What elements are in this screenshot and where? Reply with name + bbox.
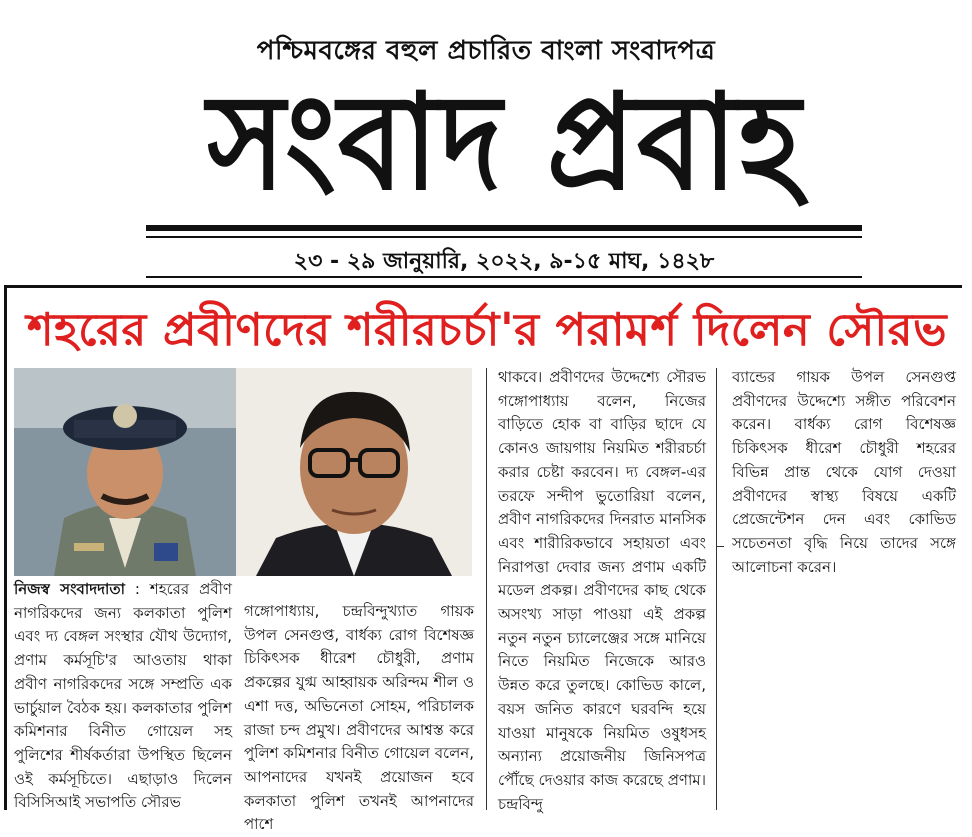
article-frame-top xyxy=(4,285,962,288)
column-corner-rule xyxy=(716,546,724,547)
column-divider xyxy=(716,368,717,810)
column-divider xyxy=(486,368,487,810)
masthead-tagline: পশ্চিমবঙ্গের বহুল প্রচারিত বাংলা সংবাদপত্র xyxy=(256,36,716,66)
photo-police-commissioner xyxy=(14,368,236,576)
photo-sourav-ganguly xyxy=(236,368,472,576)
masthead-title: সংবাদ প্রবাহ xyxy=(207,64,803,220)
issue-date-line: ২৩ - ২৯ জানুয়ারি, ২০২২, ৯-১৫ মাঘ, ১৪২৮ xyxy=(293,249,715,274)
article-headline: শহরের প্রবীণদের শরীরচর্চা'র পরামর্শ দিলেন সৌরভ xyxy=(26,303,948,356)
column-1-text: : শহরের প্রবীণ নাগরিকদের জন্য কলকাতা পুলিশ এবং দ্য বেঙ্গল সংস্থার যৌথ উদ্যোগ, প্রণাম কর্মসূচি'র আওতায় থাকা প্রবীণ নাগরিকদের সঙ্গে সম্প্রতি এক ভার্চুয়াল বৈঠক হয়। কলকাতার পুলিশ কমিশনার বিনীত গোয়েল সহ পুলিশের শীর্ষকর্তারা উপস্থিত ছিলেন ওই কর্মসূচিতে। এছাড়াও দিলেন বিসিসিআই সভাপতি সৌরভ xyxy=(14,580,233,812)
date-rule xyxy=(146,276,862,278)
column-3-text: থাকবে। প্রবীণদের উদ্দেশ্যে সৌরভ গঙ্গোপাধ্যায় বলেন, নিজের বাড়িতে হোক বা বাড়ির ছাদে যে কোনও জায়গায় নিয়মিত শরীরচর্চা করার চেষ্টা করবেন। দ্য বেঙ্গল-এর তরফে সন্দীপ ভুতোরিয়া বলেন, প্রবীণ নাগরিকদের দিনরাত মানসিক এবং শারীরিকভাবে সহায়তা এবং নিরাপত্তা দেবার জন্য প্রণাম একটি মডেল প্রকল্প। প্রবীণদের কাছ থেকে অসংখ্য সাড়া পাওয়া এই প্রকল্প নতুন নতুন চ্যালেঞ্জের সঙ্গে মানিয়ে নিতে নিয়মিত নিজেকে আরও উন্নত করে তুলছে। কোভিড কালে, বয়স জনিত কারণে ঘরবন্দি হয়ে যাওয়া মানুষকে নিয়মিত ওষুধসহ অন্যান্য প্রয়োজনীয় জিনিসপত্র পৌঁছে দেওয়ার কাজ করেছে প্রণাম। চন্দ্রবিন্দু xyxy=(498,368,706,813)
masthead-rule-thin xyxy=(146,236,862,238)
column-2-text: গঙ্গোপাধ্যায়, চন্দ্রবিন্দুখ্যাত গায়ক উপল সেনগুপ্ত, বার্ধক্য রোগ বিশেষজ্ঞ চিকিৎসক ধীরেশ চৌধুরী, প্রণাম প্রকল্পের যুগ্ম আহ্বায়ক অরিন্দম শীল ও এশা দত্ত, অভিনেতা সোহম, পরিচালক রাজা চন্দ প্রমুখ। প্রবীণদের আশ্বস্ত করে পুলিশ কমিশনার বিনীত গোয়েল বলেন, আপনাদের যখনই প্রয়োজন হবে কলকাতা পুলিশ তখনই আপনাদের পাশে xyxy=(244,602,474,834)
article-column-2 xyxy=(244,600,474,837)
article-column-3 xyxy=(498,366,706,816)
column-4-text: ব্যান্ডের গায়ক উপল সেনগুপ্ত প্রবীণদের উদ্দেশ্যে সঙ্গীত পরিবেশন করেন। বার্ধক্য রোগ বিশেষজ্ঞ চিকিৎসক ধীরেশ চৌধুরী শহরের বিভিন্ন প্রান্ত থেকে যোগ দেওয়া প্রবীণদের স্বাস্থ্য বিষয়ে একটি প্রেজেন্টেশন দেন এবং কোভিড সচেতনতা বৃদ্ধি নিয়ে তাদের সঙ্গে আলোচনা করেন। xyxy=(732,368,956,576)
article-frame-left xyxy=(4,285,7,810)
article-column-1 xyxy=(14,578,232,815)
article-byline: নিজস্ব সংবাদদাতা xyxy=(14,580,125,598)
masthead-rule-thick xyxy=(146,225,862,231)
article-column-4 xyxy=(732,366,956,579)
